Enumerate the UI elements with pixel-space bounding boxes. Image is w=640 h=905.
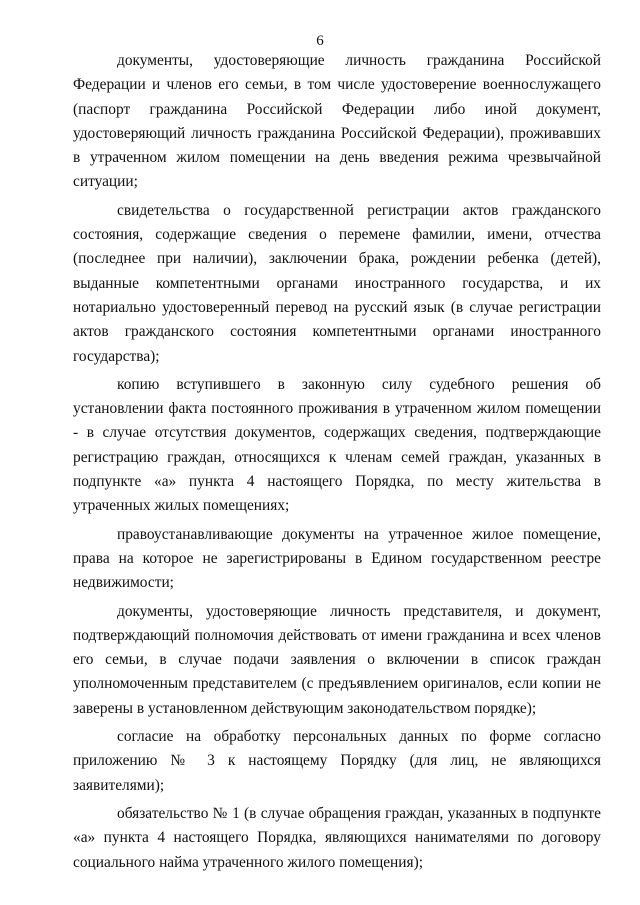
page-number: 6 — [316, 33, 324, 49]
paragraph-court-decision: копию вступившего в законную силу судебного решения об установлении факта постоянного проживания в утраченном жилом помещении - в случае отсутствия документов, содержащих сведения, подтверждающие регистрацию граждан, относящихся к членам семей граждан, указанных в подпункте «а» пункта 4 настоящего Порядка, по месту жительства в утраченных жилых помещениях; — [73, 375, 601, 515]
paragraph-obligation-1: обязательство № 1 (в случае обращения граждан, указанных в подпункте «а» пункта 4 настоящего Порядка, являющихся нанимателями по договору социального найма утраченного жилого помещения); — [73, 804, 601, 871]
paragraph-representative-documents: документы, удостоверяющие личность представителя, и документ, подтверждающий полномочия действовать от имени гражданина и всех членов его семьи, в случае подачи заявления о включении в список граждан уполномоченным представителем (с предъявлением оригиналов, если копии не заверены в установленном действующим законодательством порядке); — [73, 602, 601, 717]
paragraph-civil-status-certificates: свидетельства о государственной регистрации актов гражданского состояния, содержащие сведения о перемене фамилии, имени, отчества (последнее при наличии), заключении брака, рождении ребенка (детей), выданные компетентными органами иностранного государства, и их нотариально удостоверенный перевод на русский язык (в случае регистрации актов гражданского состояния компетентными органами иностранного государства); — [73, 201, 601, 365]
paragraph-title-documents: правоустанавливающие документы на утраченное жилое помещение, права на которое не зарегистрированы в Едином государственном реестре недвижимости; — [73, 525, 601, 592]
document-body — [73, 49, 601, 879]
paragraph-identity-documents: документы, удостоверяющие личность гражданина Российской Федерации и членов его семьи, в том числе удостоверение военнослужащего (паспорт гражданина Российской Федерации либо иной документ, удостоверяющий личность гражданина Российской Федерации), проживавших в утраченном жилом помещении на день введения режима чрезвычайной ситуации; — [73, 52, 601, 191]
paragraph-personal-data-consent: согласие на обработку персональных данных по форме согласно приложению № 3 к настоящему Порядку (для лиц, не являющихся заявителями); — [73, 728, 601, 794]
